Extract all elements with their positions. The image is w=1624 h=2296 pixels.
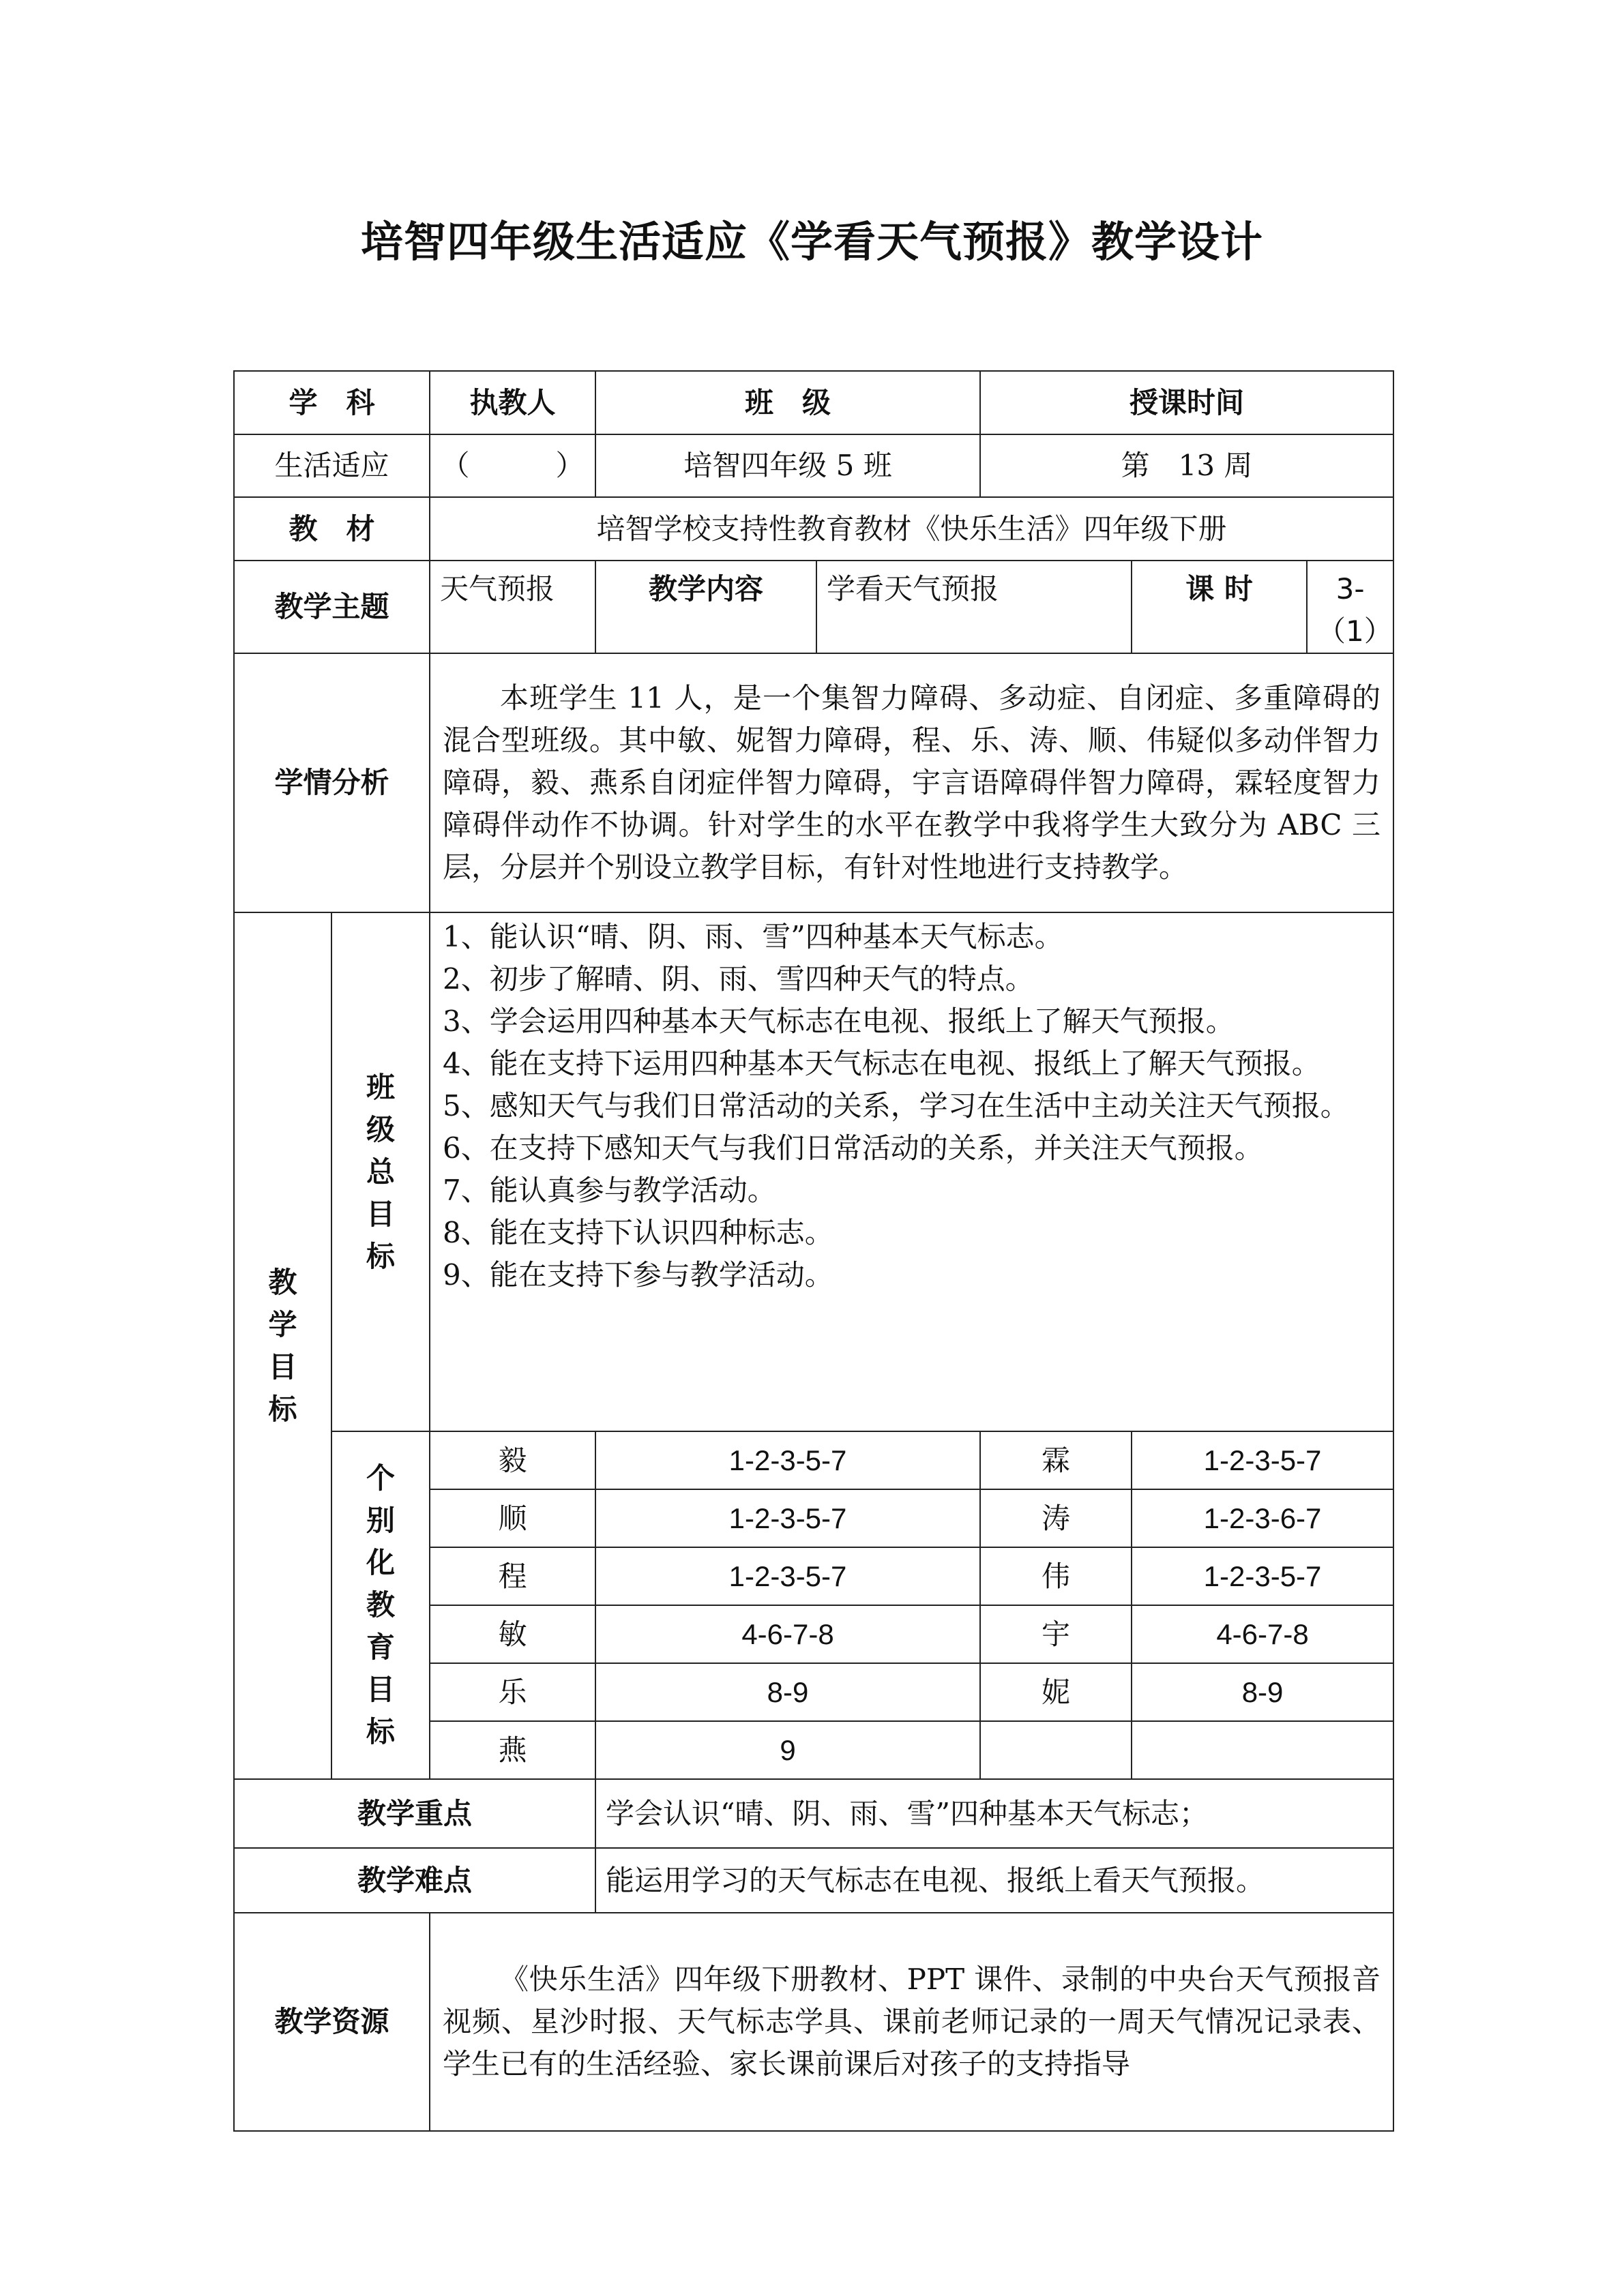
content-label: 教学内容 (595, 561, 816, 653)
student-goals: 1-2-3-5-7 (595, 1547, 980, 1605)
resources-text: 《快乐生活》四年级下册教材、PPT 课件、录制的中央台天气预报音视频、星沙时报、天气标志学具、课前老师记录的一周天气情况记录表、学生已有的生活经验、家长课前课后对孩子的支持指导 (430, 1913, 1393, 2131)
theme-row (234, 561, 1393, 653)
student-goals: 1-2-3-5-7 (595, 1431, 980, 1489)
goal-item: 6、在支持下感知天气与我们日常活动的关系，并关注天气预报。 (443, 1131, 1263, 1165)
period-value-line2: （1） (1317, 614, 1393, 648)
teacher-header: 执教人 (430, 371, 595, 434)
difficulty-row (234, 1848, 1393, 1913)
student-name: 毅 (430, 1431, 595, 1489)
analysis-row (234, 653, 1393, 912)
theme-label: 教学主题 (234, 561, 430, 653)
student-goals: 9 (595, 1721, 980, 1779)
student-goals: 8-9 (1132, 1663, 1393, 1721)
student-goals: 4-6-7-8 (595, 1605, 980, 1663)
individual-goals-char: 别 (366, 1504, 396, 1537)
class-header: 班 级 (595, 371, 980, 434)
student-name: 程 (430, 1547, 595, 1605)
goal-item: 8、能在支持下认识四种标志。 (443, 1216, 833, 1249)
student-name: 宇 (980, 1605, 1132, 1663)
teacher-value: （ ） (430, 434, 595, 497)
goal-item: 9、能在支持下参与教学活动。 (443, 1258, 833, 1292)
student-name: 燕 (430, 1721, 595, 1779)
class-value: 培智四年级 5 班 (595, 434, 980, 497)
resources-label: 教学资源 (234, 1913, 430, 2131)
goal-item: 3、学会运用四种基本天气标志在电视、报纸上了解天气预报。 (443, 1004, 1235, 1038)
period-label: 课 时 (1132, 561, 1307, 653)
class-goals-char: 目 (366, 1197, 396, 1231)
resources-row (234, 1913, 1393, 2131)
goal-item: 1、能认识“晴、阴、雨、雪”四种基本天气标志。 (443, 920, 1063, 953)
class-goals-char: 级 (366, 1112, 396, 1146)
subject-header: 学 科 (234, 371, 430, 434)
class-goals-char: 总 (366, 1154, 396, 1189)
student-name: 霖 (980, 1431, 1132, 1489)
student-name: 敏 (430, 1605, 595, 1663)
individual-goals-char: 个 (366, 1461, 396, 1495)
material-value: 培智学校支持性教育教材《快乐生活》四年级下册 (430, 497, 1393, 561)
student-goals: 8-9 (595, 1663, 980, 1721)
class-goals-label (331, 912, 430, 1431)
individual-goals-char: 标 (366, 1715, 396, 1748)
student-name: 顺 (430, 1489, 595, 1547)
student-name: 乐 (430, 1663, 595, 1721)
student-name (980, 1721, 1132, 1779)
key-point-value: 学会认识“晴、阴、雨、雪”四种基本天气标志； (595, 1779, 1393, 1848)
student-name: 涛 (980, 1489, 1132, 1547)
info-row (234, 434, 1393, 497)
goal-item: 5、感知天气与我们日常活动的关系，学习在生活中主动关注天气预报。 (443, 1089, 1349, 1122)
student-name: 妮 (980, 1663, 1132, 1721)
student-goals: 1-2-3-6-7 (1132, 1489, 1393, 1547)
period-value (1307, 561, 1393, 653)
individual-goals-char: 教 (366, 1588, 396, 1622)
content-value: 学看天气预报 (816, 561, 1132, 653)
key-point-row (234, 1779, 1393, 1848)
teaching-goals-char: 标 (268, 1392, 297, 1426)
period-value-line1: 3- (1335, 572, 1365, 606)
subject-value: 生活适应 (234, 434, 430, 497)
student-goals: 1-2-3-5-7 (1132, 1547, 1393, 1605)
difficulty-value: 能运用学习的天气标志在电视、报纸上看天气预报。 (595, 1848, 1393, 1913)
difficulty-label: 教学难点 (234, 1848, 595, 1913)
student-goals: 4-6-7-8 (1132, 1605, 1393, 1663)
header-row (234, 371, 1393, 434)
class-goals-char: 标 (366, 1239, 396, 1273)
individual-goals-char: 目 (366, 1673, 396, 1706)
time-value: 第 13 周 (980, 434, 1393, 497)
individual-goals-char: 化 (366, 1546, 396, 1579)
goal-item: 2、初步了解晴、阴、雨、雪四种天气的特点。 (443, 962, 1034, 996)
goal-item: 7、能认真参与教学活动。 (443, 1174, 776, 1207)
individual-goals-char: 育 (366, 1630, 396, 1664)
teaching-goals-char: 目 (268, 1350, 297, 1384)
class-goals-char: 班 (366, 1070, 396, 1104)
individual-row (234, 1431, 1393, 1489)
class-goals-row (234, 912, 1393, 1431)
key-point-label: 教学重点 (234, 1779, 595, 1848)
theme-value: 天气预报 (430, 561, 595, 653)
lesson-plan-table (233, 370, 1394, 2132)
material-label: 教 材 (234, 497, 430, 561)
analysis-text: 本班学生 11 人，是一个集智力障碍、多动症、自闭症、多重障碍的混合型班级。其中敏、妮智力障碍，程、乐、涛、顺、伟疑似多动伴智力障碍，毅、燕系自闭症伴智力障碍，宇言语障碍伴智力障碍，霖轻度智力障碍伴动作不协调。针对学生的水平在教学中我将学生大致分为 ABC 三层，分层并个别设立教学目标，有针对性地进行支持教学。 (430, 653, 1393, 912)
time-header: 授课时间 (980, 371, 1393, 434)
material-row (234, 497, 1393, 561)
student-goals: 1-2-3-5-7 (595, 1489, 980, 1547)
class-goals-list (430, 912, 1393, 1431)
analysis-label: 学情分析 (234, 653, 430, 912)
document-title: 培智四年级生活适应《学看天气预报》教学设计 (360, 217, 1263, 267)
student-name: 伟 (980, 1547, 1132, 1605)
teaching-goals-char: 教 (268, 1265, 297, 1299)
student-goals: 1-2-3-5-7 (1132, 1431, 1393, 1489)
student-goals (1132, 1721, 1393, 1779)
goal-item: 4、能在支持下运用四种基本天气标志在电视、报纸上了解天气预报。 (443, 1047, 1320, 1080)
teaching-goals-label (234, 912, 331, 1779)
individual-goals-label (331, 1431, 430, 1779)
teaching-goals-char: 学 (268, 1307, 297, 1341)
